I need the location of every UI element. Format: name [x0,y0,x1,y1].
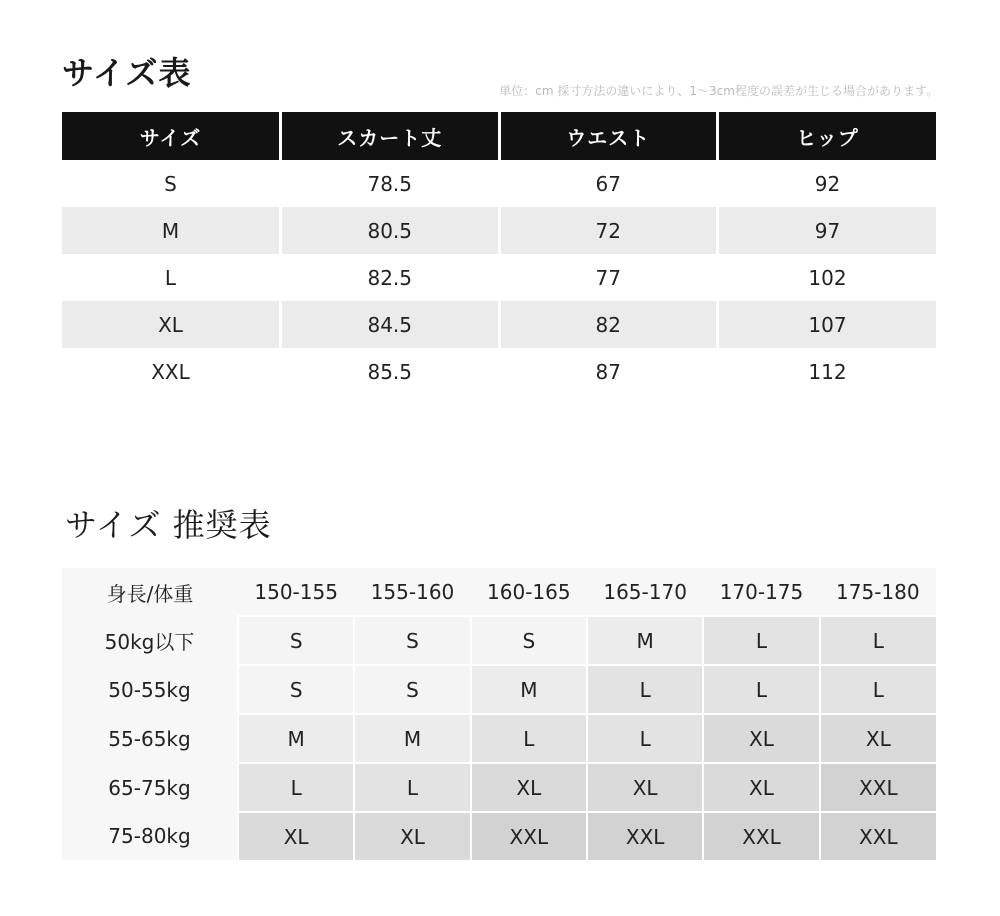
table-row [62,665,936,714]
weight-label: 50kg以下 [62,616,238,665]
recommended-size-cell: S [354,616,470,665]
size-cell: XXL [151,359,190,384]
recommended-size-cell: XL [238,812,354,860]
recommended-size-cell: XXL [820,812,936,860]
recommended-size-cell: M [471,665,587,714]
table-row [62,616,936,665]
skirt-length-cell: 78.5 [281,160,500,207]
weight-label: 65-75kg [62,763,238,812]
table-row [62,763,936,812]
recommended-size-cell: XL [354,812,470,860]
skirt-length-cell: 85.5 [281,348,500,395]
table-row [62,714,936,763]
recommended-size-cell: XXL [587,812,703,860]
header-waist: ウエスト [499,112,718,160]
table-row [62,207,936,254]
waist-cell: 87 [499,348,718,395]
size-cell: XL [62,301,281,348]
skirt-length-cell: 80.5 [281,207,500,254]
height-header: 155-160 [354,568,470,616]
recommended-size-cell: XXL [471,812,587,860]
height-header: 165-170 [587,568,703,616]
table-row [62,301,936,348]
waist-cell: 82 [499,301,718,348]
height-header: 160-165 [471,568,587,616]
height-header: 175-180 [820,568,936,616]
size-cell: L [164,265,177,290]
recommended-size-cell: XXL [703,812,819,860]
header-size: サイズ [62,112,281,160]
size-table [62,112,936,395]
recommended-size-cell: L [587,714,703,763]
size-table-title: サイズ表 [62,54,192,92]
recommend-header-row [62,568,936,616]
recommended-size-cell: XL [820,714,936,763]
height-header: 150-155 [238,568,354,616]
recommended-size-cell: M [354,714,470,763]
recommended-size-cell: S [471,616,587,665]
hip-cell: 107 [718,301,937,348]
hip-cell: 112 [718,348,937,395]
recommended-size-cell: L [820,665,936,714]
waist-cell: 77 [499,254,718,301]
recommended-size-cell: L [471,714,587,763]
table-row [62,812,936,860]
recommended-size-cell: S [238,665,354,714]
recommended-size-cell: L [703,616,819,665]
skirt-length-cell: 84.5 [281,301,500,348]
recommended-size-cell: XL [587,763,703,812]
weight-label: 50-55kg [62,665,238,714]
size-cell: M [62,207,281,254]
hip-cell: 92 [718,160,937,207]
weight-label: 55-65kg [62,714,238,763]
header-skirt-length: スカート丈 [281,112,500,160]
recommended-size-cell: M [587,616,703,665]
weight-label: 75-80kg [62,812,238,860]
recommend-table [62,568,936,860]
recommended-size-cell: L [703,665,819,714]
table-row [62,254,936,301]
measurement-note: 単位：cm 採寸方法の違いにより、1〜3cm程度の誤差が生じる場合があります。 [499,84,938,98]
height-header: 170-175 [703,568,819,616]
corner-label: 身長/体重 [62,568,238,616]
table-row [62,348,936,395]
recommended-size-cell: L [238,763,354,812]
size-cell: S [164,171,177,196]
hip-cell: 97 [718,207,937,254]
size-table-header-row [62,112,936,160]
recommended-size-cell: L [354,763,470,812]
recommended-size-cell: XL [703,714,819,763]
skirt-length-cell: 82.5 [281,254,500,301]
recommended-size-cell: XL [471,763,587,812]
recommend-table-title: サイズ 推奨表 [65,506,272,544]
recommended-size-cell: XL [703,763,819,812]
recommended-size-cell: L [820,616,936,665]
recommended-size-cell: XXL [820,763,936,812]
recommended-size-cell: L [587,665,703,714]
recommended-size-cell: S [354,665,470,714]
waist-cell: 67 [499,160,718,207]
waist-cell: 72 [499,207,718,254]
hip-cell: 102 [718,254,937,301]
table-row [62,160,936,207]
header-hip: ヒップ [718,112,937,160]
recommended-size-cell: S [238,616,354,665]
recommended-size-cell: M [238,714,354,763]
